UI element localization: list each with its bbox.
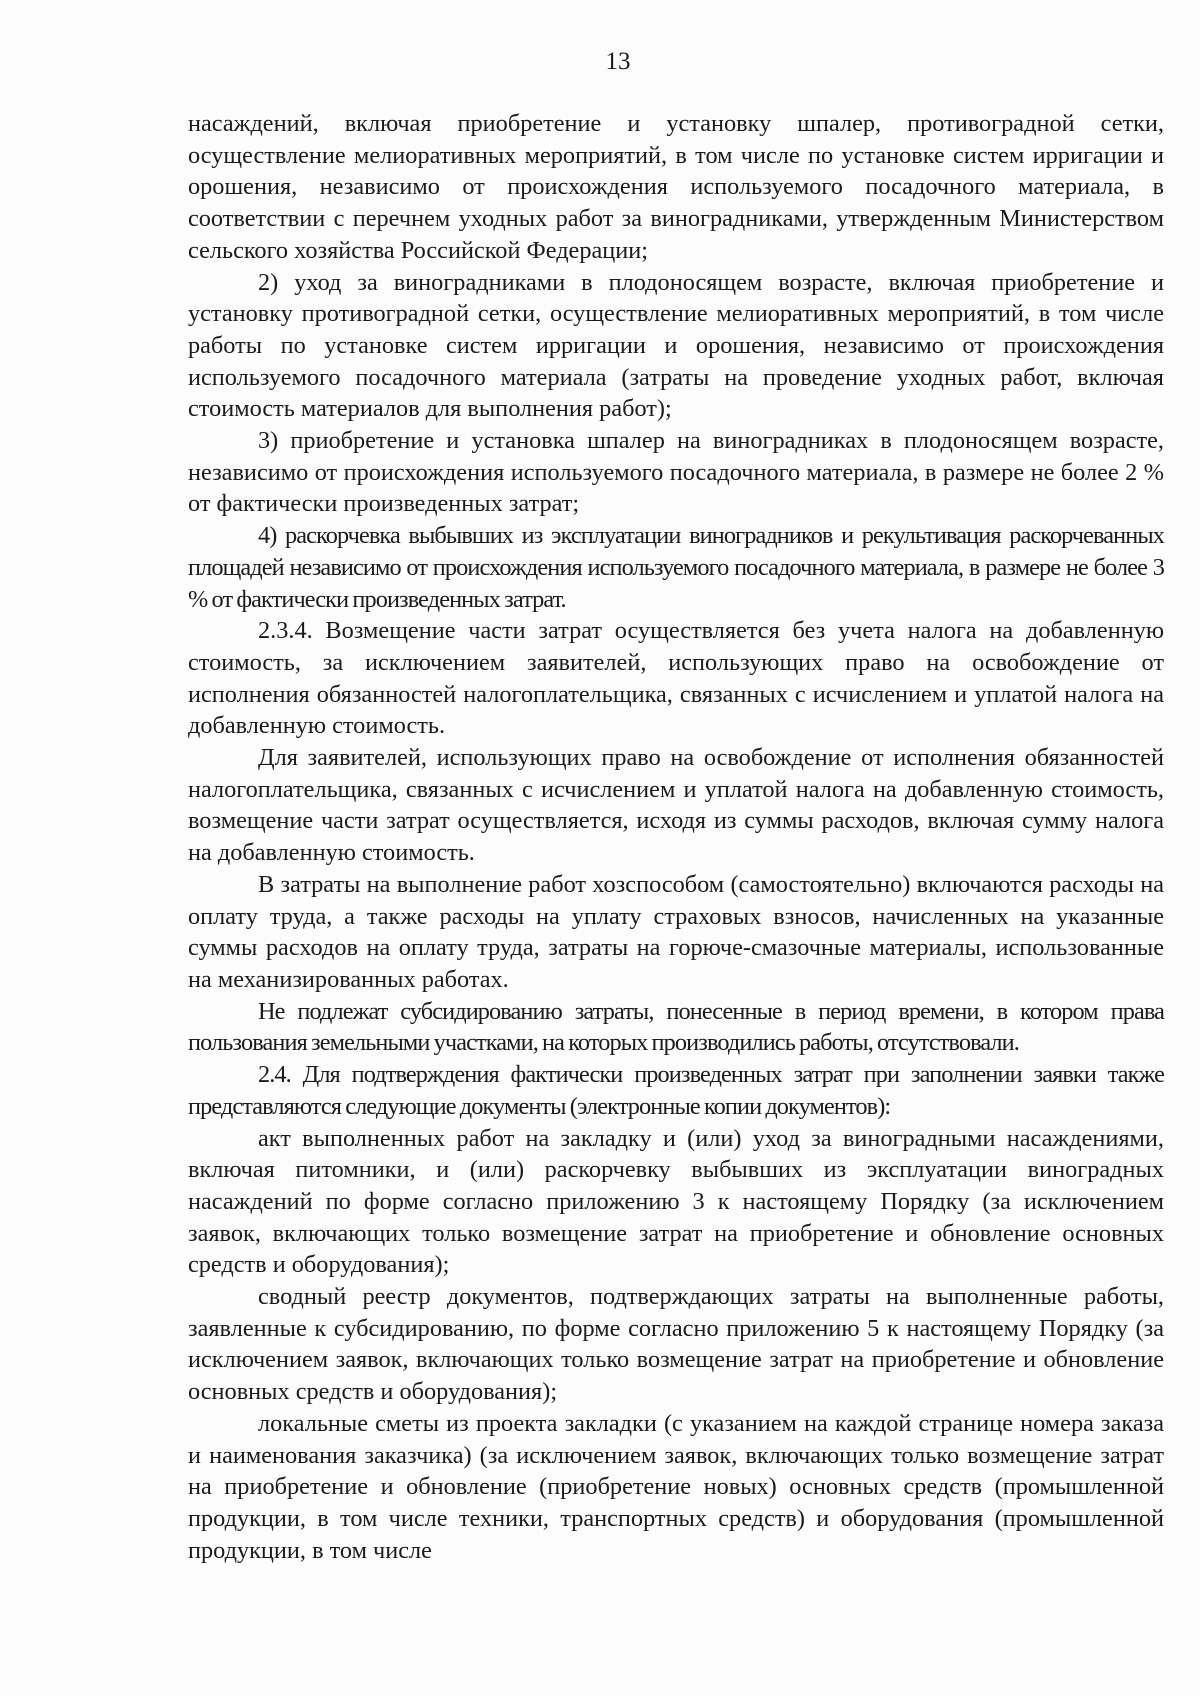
paragraph-item-4: 4) раскорчевка выбывших из эксплуатации виноградников и рекультивация раскорчеванных площадей независимо от происхождения используемого посадочного материала, в размере не более 3 % от фактически произведенных затрат. (188, 522, 1164, 613)
paragraph-summary-register: сводный реестр документов, подтверждающих затраты на выполненные работы, заявленные к субсидированию, по форме согласно приложению 5 к настоящему Порядку (за исключением заявок, включающих только возмещение затрат на приобретение и обновление основных средств и оборудования); (188, 1283, 1164, 1406)
paragraph-local-estimates: локальные сметы из проекта закладки (с указанием на каждой странице номера заказа и наименования заказчика) (за исключением заявок, включающих только возмещение затрат на приобретение и обновление (приобретение новых) основных средств (промышленной продукции, в том числе техники, транспортных средств) и оборудования (промышленной продукции, в том числе (188, 1409, 1164, 1564)
paragraph-not-subsidized: Не подлежат субсидированию затраты, понесенные в период времени, в котором права пользования земельными участками, на которых производились работы, отсутствовали. (188, 997, 1164, 1057)
page-number: 13 (605, 48, 631, 75)
paragraph-2-4: 2.4. Для подтверждения фактически произведенных затрат при заполнении заявки также представляются следующие документы (электронные копии документов): (188, 1061, 1164, 1120)
paragraph-item-3: 3) приобретение и установка шпалер на виноградниках в плодоносящем возрасте, независимо от происхождения используемого посадочного материала, в размере не более 2 % от фактически произведенных затрат; (188, 427, 1164, 518)
document-body (188, 108, 1164, 1566)
paragraph-continuation: насаждений, включая приобретение и установку шпалер, противоградной сетки, осуществление мелиоративных мероприятий, в том числе по установке систем ирригации и орошения, независимо от происхождения используемого посадочного материала, в соответствии с перечнем уходных работ за виноградниками, утвержденным Министерством сельского хозяйства Российской Федерации; (188, 110, 1164, 264)
paragraph-2-3-4: 2.3.4. Возмещение части затрат осуществляется без учета налога на добавленную стоимость, за исключением заявителей, использующих право на освобождение от исполнения обязанностей налогоплательщика, связанных с исчислением и уплатой налога на добавленную стоимость. (188, 617, 1164, 740)
paragraph-item-2: 2) уход за виноградниками в плодоносящем возрасте, включая приобретение и установку противоградной сетки, осуществление мелиоративных мероприятий, в том числе работы по установке систем ирригации и орошения, независимо от происхождения используемого посадочного материала (затраты на проведение уходных работ, включая стоимость материалов для выполнения работ); (188, 268, 1164, 423)
paragraph-own-works-costs: В затраты на выполнение работ хозспособом (самостоятельно) включаются расходы на оплату труда, а также расходы на уплату страховых взносов, начисленных на указанные суммы расходов на оплату труда, затраты на горюче-смазочные материалы, использованные на механизированных работах. (188, 870, 1164, 993)
paragraph-vat-exemption: Для заявителей, использующих право на освобождение от исполнения обязанностей налогоплательщика, связанных с исчислением и уплатой налога на добавленную стоимость, возмещение части затрат осуществляется, исходя из суммы расходов, включая сумму налога на добавленную стоимость. (188, 744, 1164, 867)
paragraph-act-of-works: акт выполненных работ на закладку и (или) уход за виноградными насаждениями, включая питомники, и (или) раскорчевку выбывших из эксплуатации виноградных насаждений по форме согласно приложению 3 к настоящему Порядку (за исключением заявок, включающих только возмещение затрат на приобретение и обновление основных средств и оборудования); (188, 1124, 1164, 1279)
